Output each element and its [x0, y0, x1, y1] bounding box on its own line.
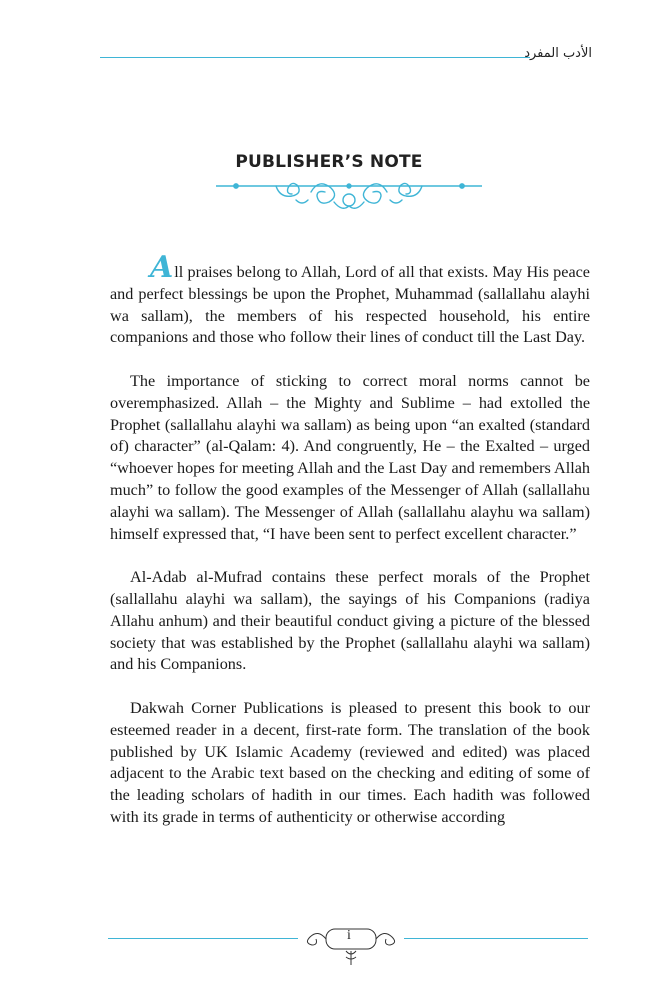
- paragraph-4: Dakwah Corner Publications is pleased to present this book to our esteemed reader in a decent, first-rate form. The translation of the book published by UK Islamic Academy (reviewed and edited) was placed adjacent to the Arabic text based on the checking and editing of some of the leading scholars of hadith in our times. Each hadith was followed with its grade in terms of authenticity or otherwise according: [110, 698, 590, 826]
- footer-rule-left: [108, 938, 298, 939]
- footer-rule-right: [404, 938, 588, 939]
- page-number: i: [347, 928, 351, 943]
- header-rule: [100, 57, 530, 58]
- title-ornament: [216, 176, 482, 216]
- paragraph-1: [110, 250, 590, 349]
- drop-cap: A: [150, 250, 174, 285]
- running-header-title: الأدب المفرد: [524, 46, 592, 61]
- paragraph-2: The importance of sticking to correct moral norms cannot be overemphasized. Allah – the Mighty and Sublime – had extolled the Prophet (sallallahu alayhi wa sallam) as being upon “an exalted (standard of) character” (al-Qalam: 4). And congruently, He – the Exalted – urged “whoever hopes for meeting Allah and the Last Day and remembers Allah much” to follow the good examples of the Messenger of Allah (sallallahu alayhi wa sallam). The Messenger of Allah (sallallahu alayhu wa sallam) himself expressed that, “I have been sent to perfect excellent character.”: [110, 371, 590, 543]
- paragraph-3: Al-Adab al-Mufrad contains these perfect morals of the Prophet (sallallahu alayhi wa sallam), the sayings of his Companions (radiya Allahu anhum) and their beautiful conduct giving a picture of the blessed society that was established by the Prophet (sallallahu alayhi wa sallam) and his Companions.: [110, 568, 590, 674]
- body-text: [110, 250, 590, 851]
- paragraph-1-text: ll praises belong to Allah, Lord of all that exists. May His peace and perfect blessings be upon the Prophet, Muhammad (sallallahu alayhi wa sallam), the members of his respected household, his entire companions and those who follow their lines of conduct till the Last Day.: [110, 263, 590, 347]
- page-title: PUBLISHER’S NOTE: [235, 152, 423, 172]
